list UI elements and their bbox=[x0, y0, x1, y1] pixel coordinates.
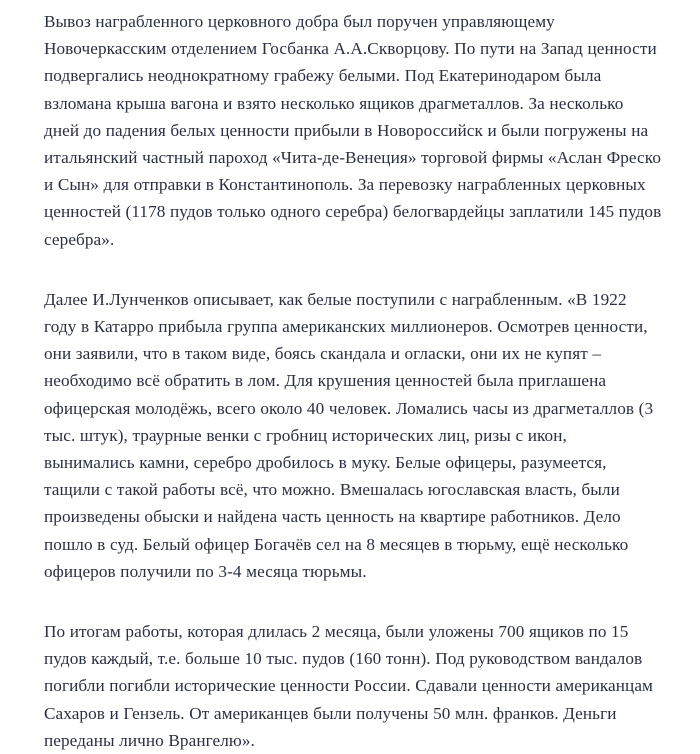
paragraph-3: По итогам работы, которая длилась 2 месяца, были уложены 700 ящиков по 15 пудов каждый, т.е. больше 10 тыс. пудов (160 тонн). Под руководством вандалов погибли погибли исторические ценности России. Сдавали ценности американцам Сахаров и Гензель. От американцев были получены 50 млн. франков. Деньги переданы лично Врангелю». bbox=[44, 622, 654, 750]
paragraph-2: Далее И.Лунченков описывает, как белые поступили с награбленным. «В 1922 году в Катарро прибыла группа американских миллионеров. Осмотрев ценности, они заявили, что в таком виде, боясь скандала и огласки, они их не купят – необходимо всё обратить в лом. Для крушения ценностей была приглашена офицерская молодёжь, всего около 40 человек. Ломались часы из драгметаллов (3 тыс. штук), траурные венки с гробниц исторических лиц, ризы с икон, вынимались камни, серебро дробилось в муку. Белые офицеры, разумеется, тащили с такой работы всё, что можно. Вмешалась югославская власть, были произведены обыски и найдена часть ценность на квартире работников. Дело пошло в суд. Белый офицер Богачёв сел на 8 месяцев в тюрьму, ещё несколько офицеров получили по 3-4 месяца тюрьмы. bbox=[44, 289, 654, 581]
paragraph-1: Вывоз награбленного церковного добра был поручен управляющему Новочеркасским отделением Госбанка А.А.Скворцову. По пути на Запад ценности подвергались неоднократному грабежу белыми. Под Екатеринодаром была взломана крыша вагона и взято несколько ящиков драгметаллов. За несколько дней до падения белых ценности прибыли в Новороссийск и были погружены на итальянский частный пароход «Чита-де-Венеция» торговой фирмы «Аслан Фреско и Сын» для отправки в Константинополь. За перевозку награбленных церковных ценностей (1178 пудов только одного серебра) белогвардейцы заплатили 145 пудов серебра». bbox=[44, 12, 662, 249]
